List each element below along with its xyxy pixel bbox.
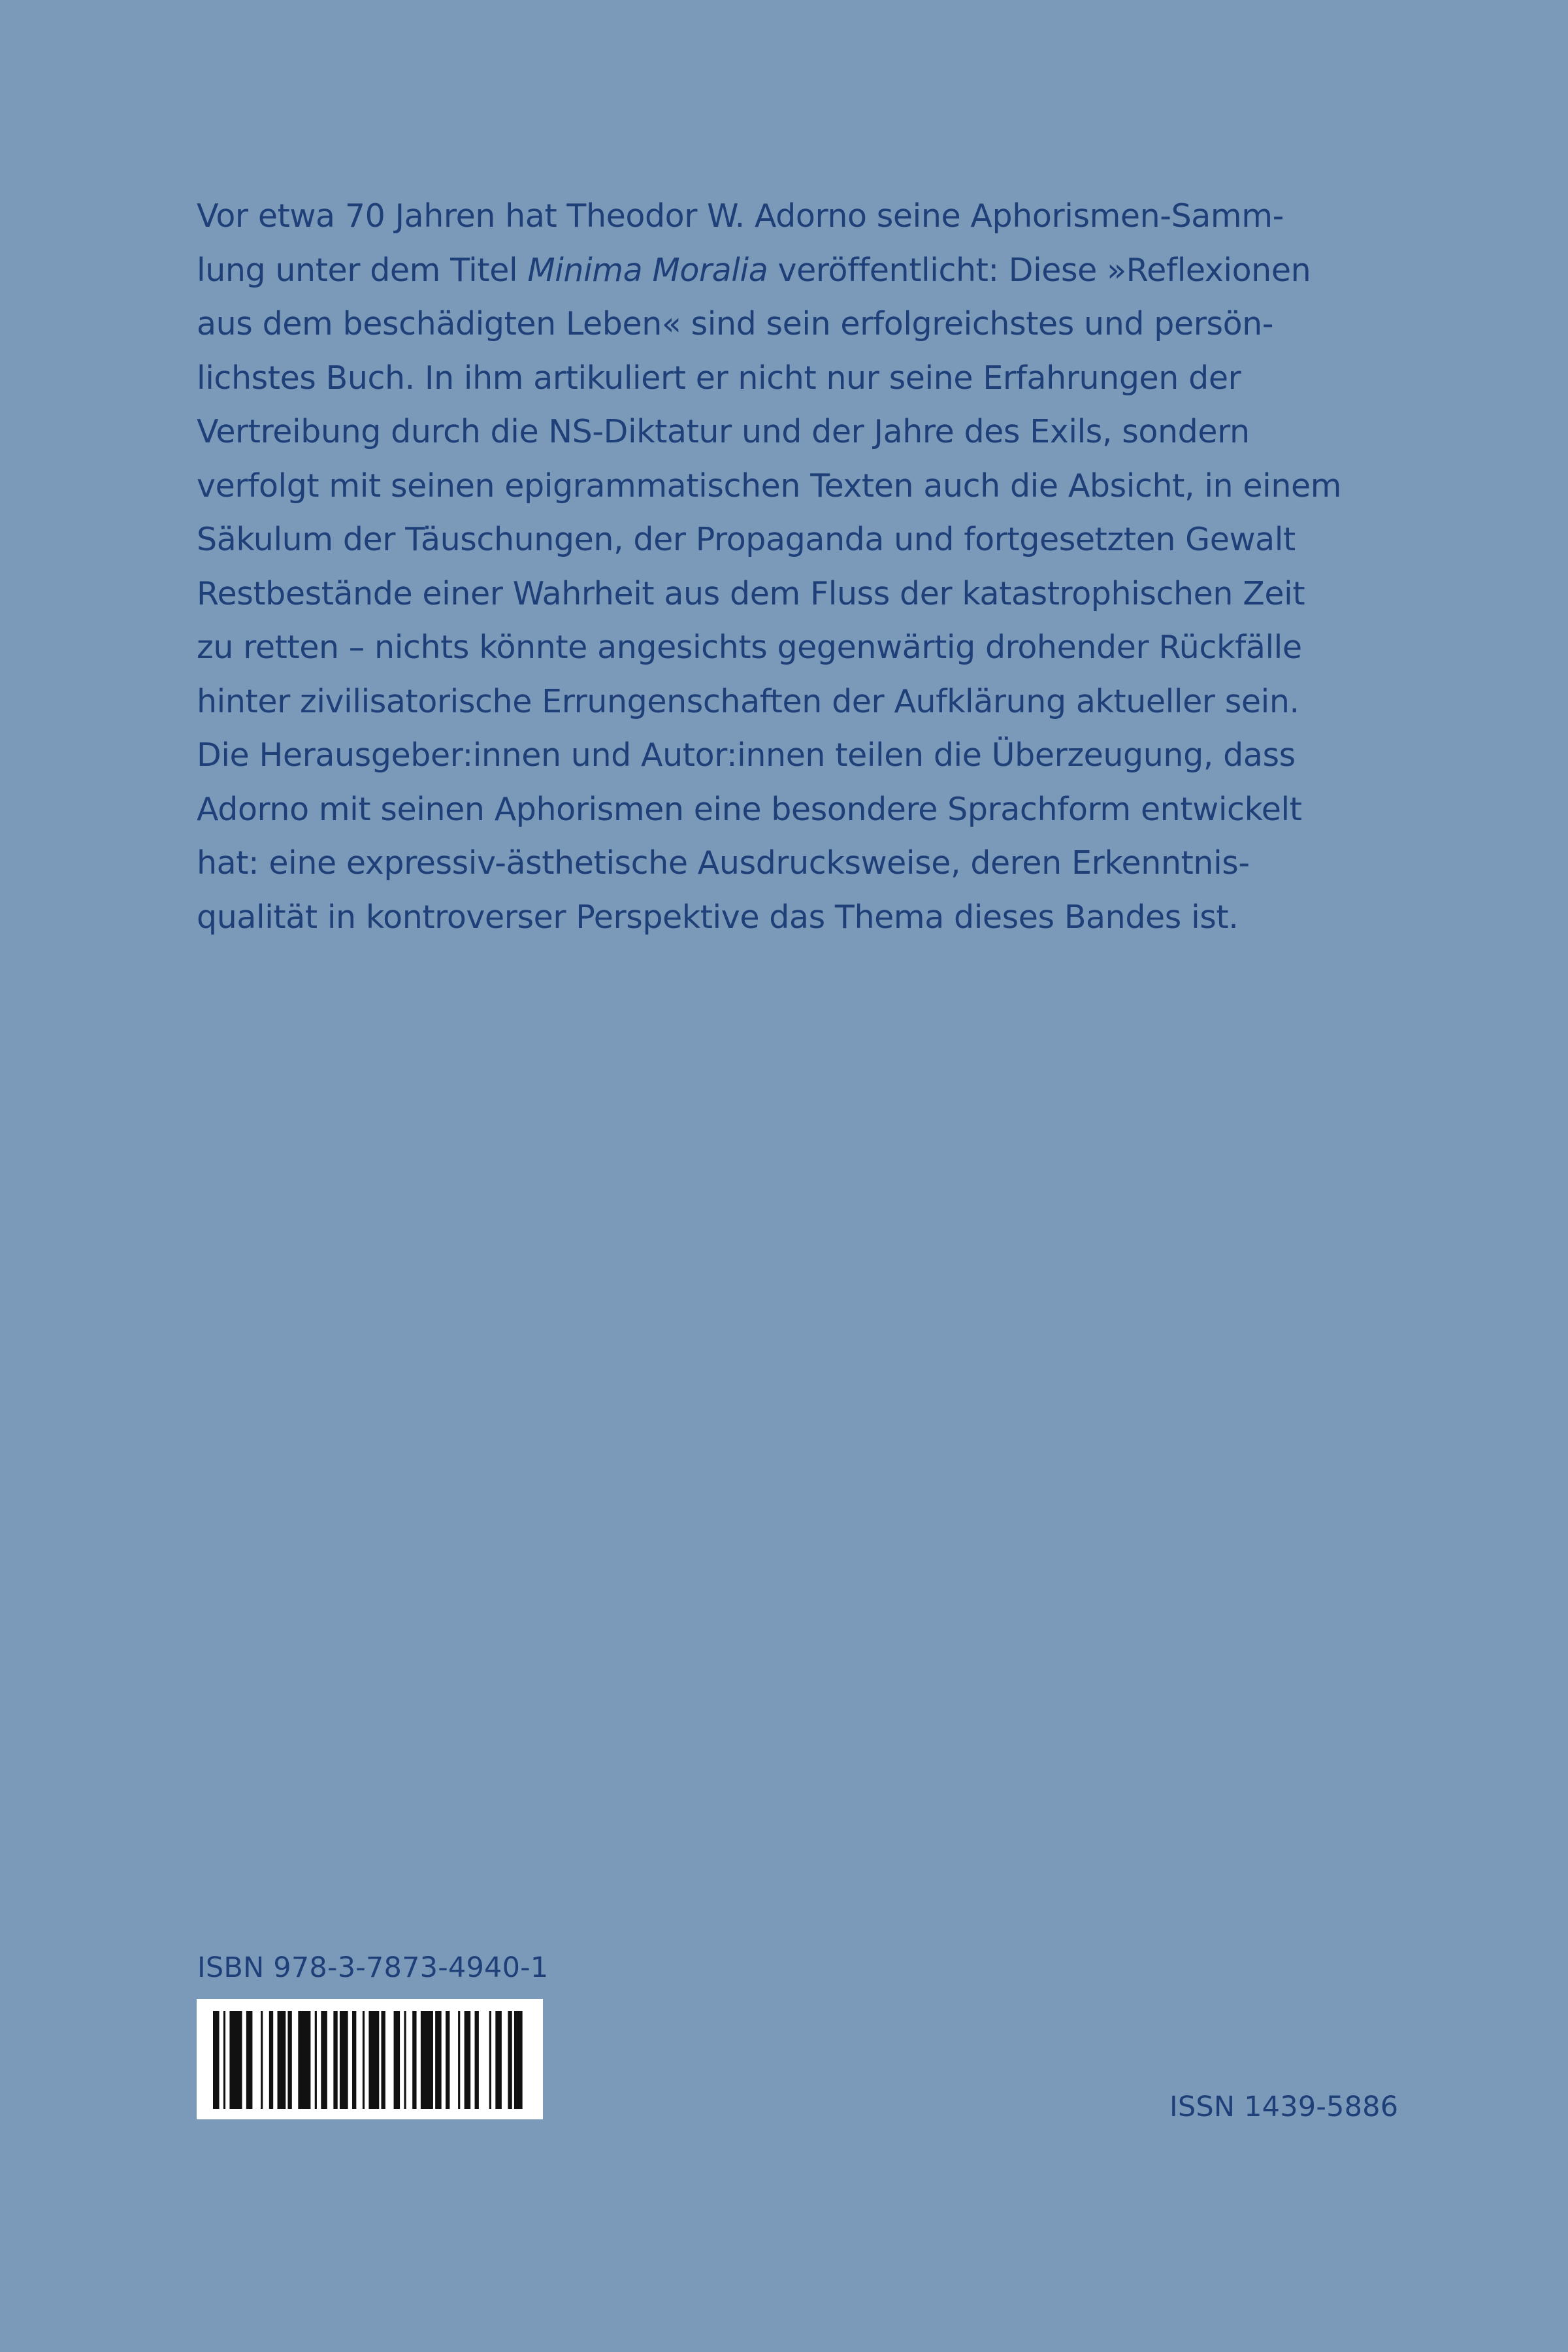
blurb-line: zu retten – nichts könnte angesichts gegenwärtig drohender Rückfälle [197, 629, 1302, 666]
barcode-bar [514, 2011, 523, 2109]
book-title-minima-moralia: Minima Moralia [527, 251, 768, 289]
blurb-line: hat: eine expressiv-ästhetische Ausdrucksweise, deren Erkenntnis- [197, 844, 1250, 882]
barcode-bar [223, 2011, 225, 2109]
issn-label: ISSN 1439-5886 [1169, 2091, 1399, 2123]
barcode-bar [287, 2011, 291, 2109]
barcode-bar [368, 2011, 379, 2109]
blurb-line: Vertreibung durch die NS-Diktatur und der Jahre des Exils, sondern [197, 413, 1250, 450]
isbn-label: ISBN 978-3-7873-4940-1 [197, 1951, 549, 1984]
blurb-line: hinter zivilisatorische Errungenschaften der Aufklärung aktueller sein. [197, 682, 1299, 720]
barcode-bar [333, 2011, 337, 2109]
barcode-bar [229, 2011, 242, 2109]
blurb-text [197, 190, 1412, 944]
blurb-line: verfolgt mit seinen epigrammatischen Texten auch die Absicht, in einem [197, 467, 1342, 505]
barcode-bar [435, 2011, 442, 2109]
barcode-bar [298, 2011, 310, 2109]
blurb-line: Adorno mit seinen Aphorismen eine besondere Sprachform entwickelt [197, 790, 1302, 828]
barcode-bar [246, 2011, 253, 2109]
blurb-line-start: lung unter dem Titel [197, 251, 528, 289]
blurb-line [197, 244, 1412, 298]
barcode-bar [315, 2011, 317, 2109]
blurb-line-end: veröffentlicht: Diese »Reflexionen [768, 251, 1311, 289]
barcode-bar [458, 2011, 460, 2109]
barcode-bar [381, 2011, 385, 2109]
barcode-bar [340, 2011, 348, 2109]
barcode-bar [508, 2011, 512, 2109]
barcode-bars [213, 2011, 527, 2109]
barcode-bar [394, 2011, 400, 2109]
barcode-bar [269, 2011, 273, 2109]
barcode-bar [475, 2011, 479, 2109]
barcode-bar [363, 2011, 365, 2109]
barcode-bar [213, 2011, 220, 2109]
blurb-line: aus dem beschädigten Leben« sind sein erfolgreichstes und persön- [197, 305, 1274, 342]
barcode-bar [495, 2011, 502, 2109]
barcode-bar [321, 2011, 327, 2109]
barcode-bar [465, 2011, 471, 2109]
barcode-bar [446, 2011, 449, 2109]
barcode-bar [261, 2011, 263, 2109]
barcode-bar [404, 2011, 406, 2109]
blurb-line: Vor etwa 70 Jahren hat Theodor W. Adorno seine Aphorismen-Samm- [197, 197, 1284, 235]
blurb-line: Die Herausgeber:innen und Autor:innen teilen die Überzeugung, dass [197, 737, 1296, 774]
barcode-bar [352, 2011, 356, 2109]
barcode-bar [278, 2011, 286, 2109]
blurb-line: Säkulum der Täuschungen, der Propaganda und fortgesetzten Gewalt [197, 521, 1296, 558]
barcode-bar [421, 2011, 433, 2109]
blurb-line: lichstes Buch. In ihm artikuliert er nicht nur seine Erfahrungen der [197, 359, 1241, 397]
barcode-bar [412, 2011, 416, 2109]
barcode-bar [489, 2011, 491, 2109]
blurb-line: qualität in kontroverser Perspektive das Thema dieses Bandes ist. [197, 898, 1239, 936]
blurb-line: Restbestände einer Wahrheit aus dem Fluss der katastrophischen Zeit [197, 574, 1305, 612]
barcode [197, 1999, 543, 2119]
